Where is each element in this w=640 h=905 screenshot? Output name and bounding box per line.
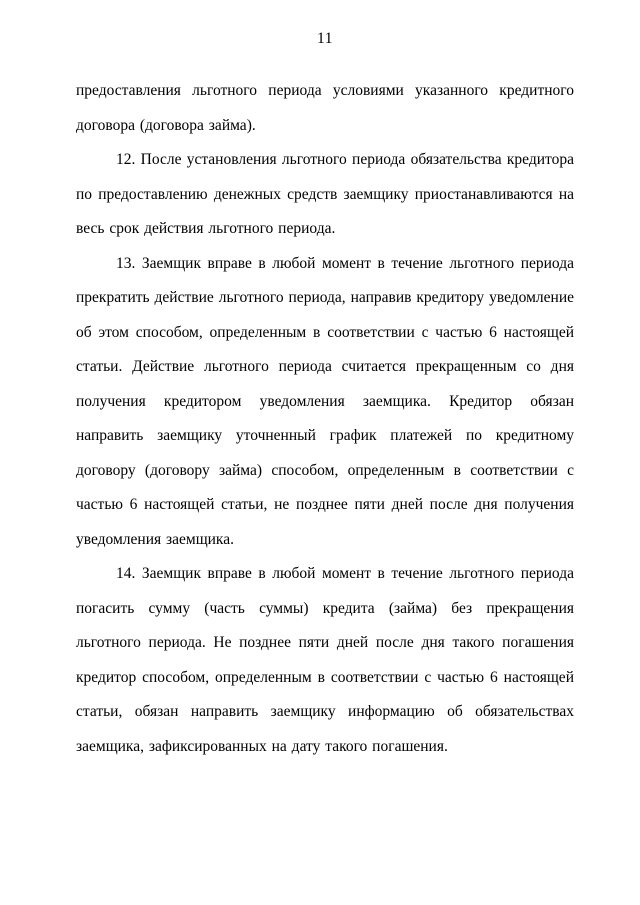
document-body bbox=[76, 74, 574, 764]
paragraph-item-13: 13. Заемщик вправе в любой момент в течение льготного периода прекратить действие льготного периода, направив кредитору уведомление об этом способом, определенным в соответствии с частью 6 настоящей статьи. Действие льготного периода считается прекращенным со дня получения кредитором уведомления заемщика. Кредитор обязан направить заемщику уточненный график платежей по кредитному договору (договору займа) способом, определенным в соответствии с частью 6 настоящей статьи, не позднее пяти дней после дня получения уведомления заемщика. bbox=[76, 254, 574, 548]
page-number: 11 bbox=[317, 30, 333, 47]
paragraph-item-14: 14. Заемщик вправе в любой момент в течение льготного периода погасить сумму (часть суммы) кредита (займа) без прекращения льготного периода. Не позднее пяти дней после дня такого погашения кредитор способом, определенным в соответствии с частью 6 настоящей статьи, обязан направить заемщику информацию об обязательствах заемщика, зафиксированных на дату такого погашения. bbox=[76, 565, 574, 755]
paragraph-continuation: предоставления льготного периода условиями указанного кредитного договора (договора займа). bbox=[76, 82, 574, 134]
paragraph-item-12: 12. После установления льготного периода обязательства кредитора по предоставлению денежных средств заемщику приостанавливаются на весь срок действия льготного периода. bbox=[76, 151, 574, 237]
